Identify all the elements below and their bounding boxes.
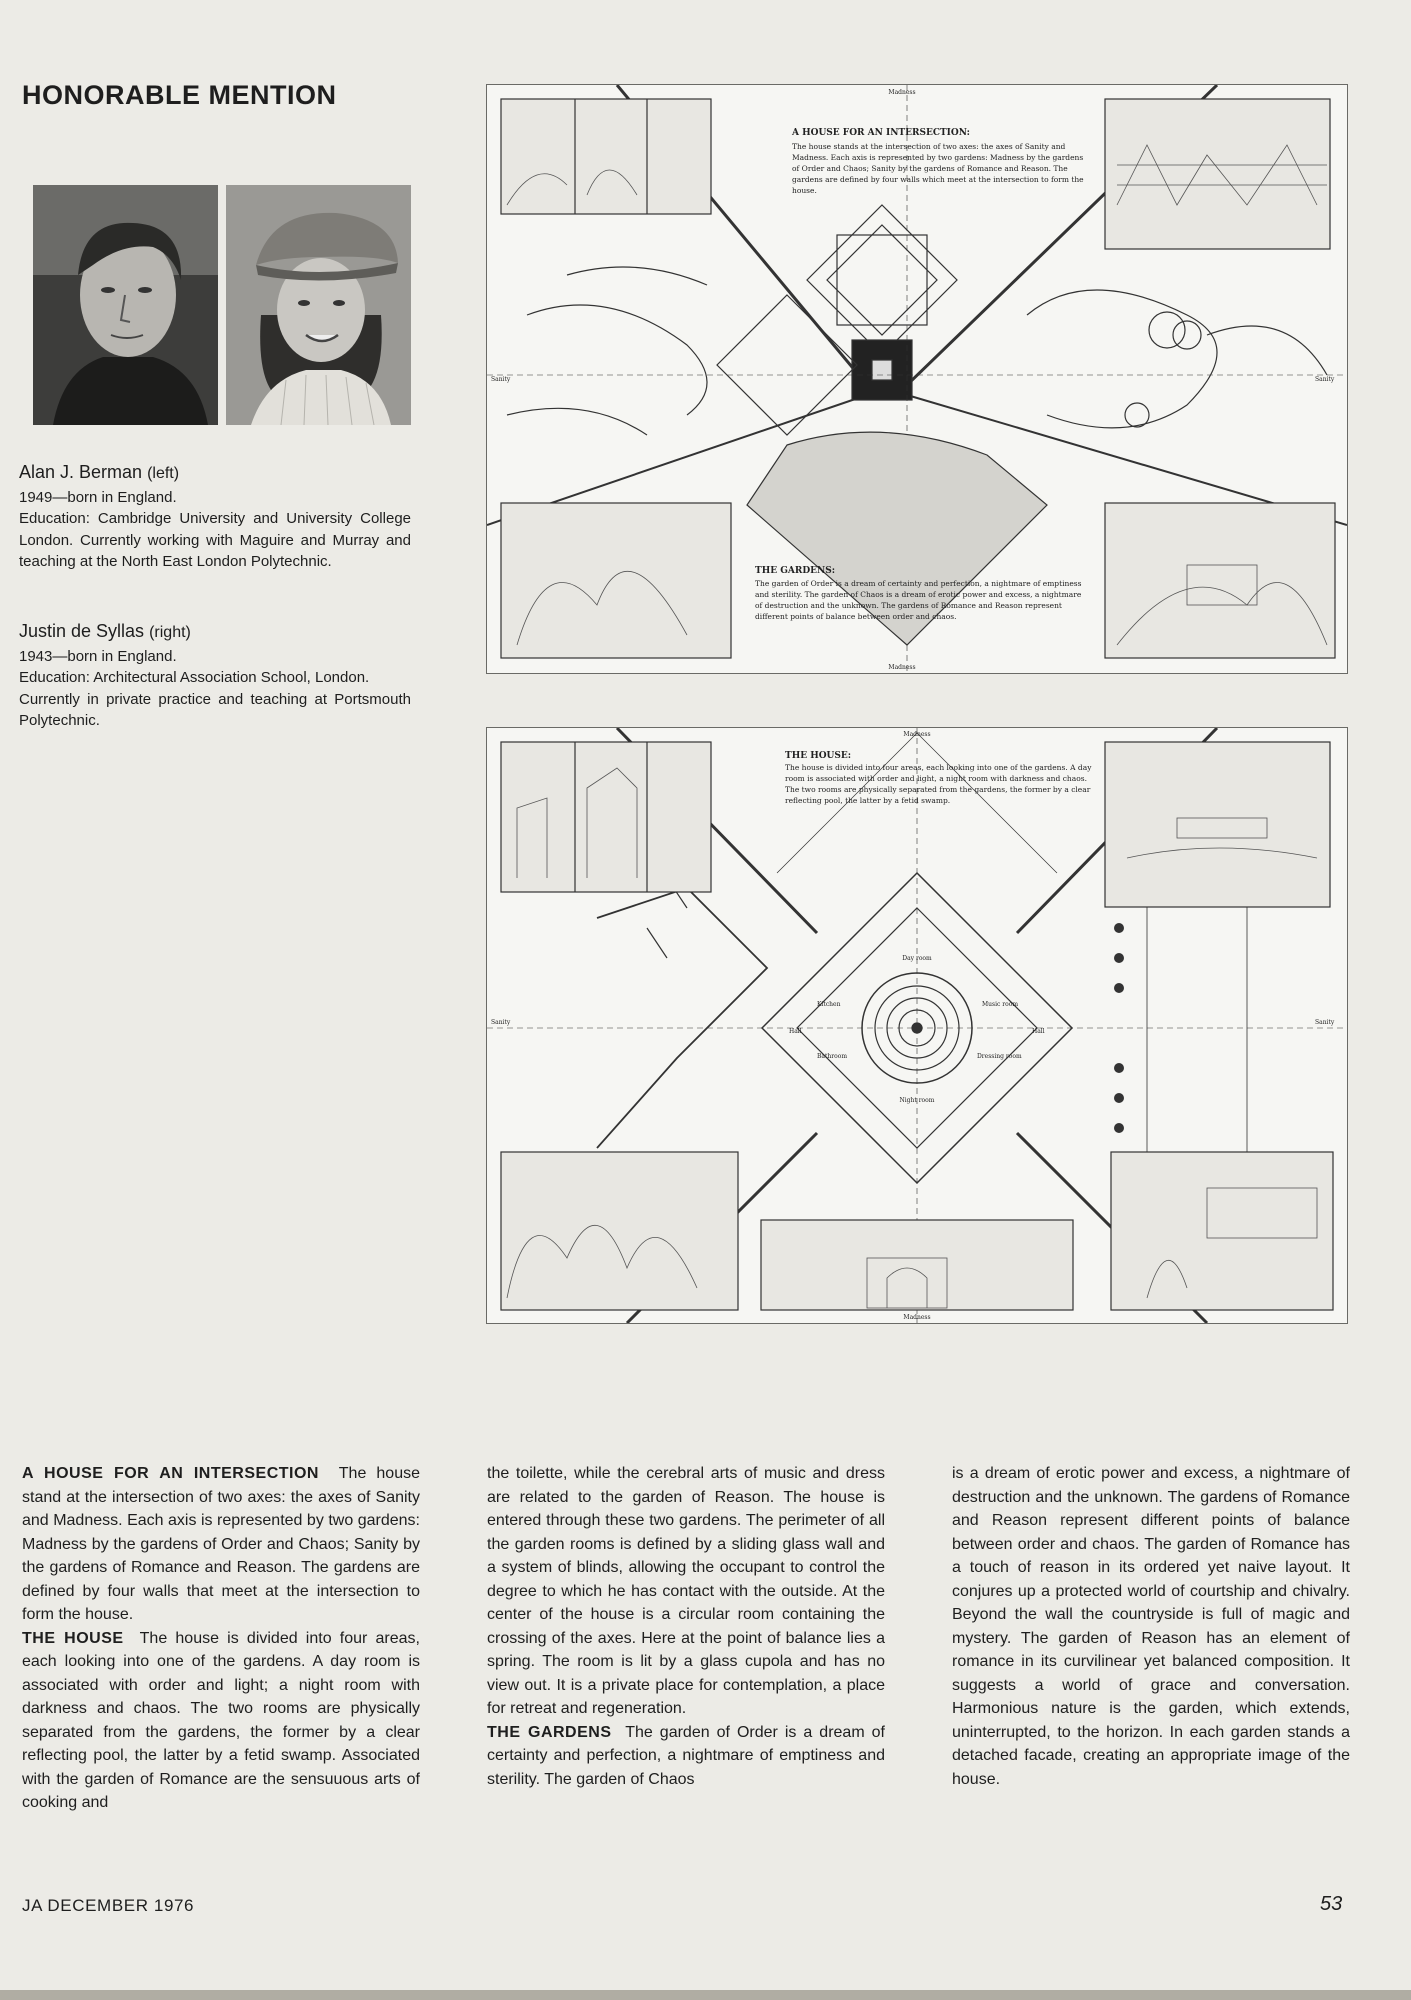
article-column-1 <box>22 1462 420 1815</box>
room-kitchen-label: Kitchen <box>817 1001 841 1008</box>
portrait-desyllas <box>226 185 411 425</box>
plate2-house-text: The house is divided into four areas, each looking into one of the gardens. A day room is associated with order and light, a night room with darkness and chaos. The two rooms are physically separated from the gardens, the former by a clear reflecting pool, the latter by a fetid swamp. <box>785 763 1092 805</box>
room-dress-label: Dressing room <box>977 1053 1022 1060</box>
plate2-label-top: Madness <box>903 731 931 738</box>
bio-name: Alan J. Berman <box>19 462 143 482</box>
section-text: The garden of Order is a dream of certainty and perfection, a nightmare of emptiness and sterility. The garden of Chaos <box>487 1723 886 1788</box>
article-paragraph <box>487 1462 885 1721</box>
portrait-berman <box>33 185 218 425</box>
bio-desyllas <box>19 621 411 732</box>
article-paragraph <box>952 1462 1350 1791</box>
plate2-label-left: Sanity <box>491 1019 511 1026</box>
plate1-intro-title: A HOUSE FOR AN INTERSECTION: <box>792 128 970 138</box>
bio-line: Education: Cambridge University and University College London. Currently working with Maguire and Murray and teaching at the North East London Polytechnic. <box>19 510 411 570</box>
plate1-gardens-title: THE GARDENS: <box>755 566 836 576</box>
bio-role: (right) <box>149 624 191 641</box>
plate2-house-title: THE HOUSE: <box>785 751 852 761</box>
room-hall-right-label: Hall <box>1032 1028 1045 1035</box>
scan-edge <box>0 1990 1411 2000</box>
section-text: The house is divided into four areas, each looking into one of the gardens. A day room is associated with order and light; a night room with darkness and chaos. The two rooms are physically separated from the gardens, the former by a clear reflecting pool, the latter by a fetid swamp. Associated with the garden of Romance are the sensuuous arts of cooking and <box>22 1629 420 1811</box>
plate1-label-bottom: Madness <box>888 664 916 671</box>
article-column-3 <box>952 1462 1350 1791</box>
page-heading: HONORABLE MENTION <box>22 80 337 110</box>
bio-name: Justin de Syllas <box>19 621 145 641</box>
page-number: 53 <box>1320 1893 1343 1915</box>
plate2-label-right: Sanity <box>1315 1019 1335 1026</box>
section-text: is a dream of erotic power and excess, a nightmare of destruction and the unknown. The gardens of Romance and Reason represent different points of balance between order and chaos. The garden of Romance has a touch of reason in its ordered yet naive layout. It conjures up a protected world of courtship and chivalry. Beyond the wall the countryside is full of magic and mystery. The garden of Reason has an element of romance in its curvilinear yet balanced composition. It suggests a world of grace and conversation. Harmonious nature is the garden, which extends, uninterrupted, to the horizon. In each garden stands a detached facade, creating an appropriate image of the house. <box>952 1465 1350 1788</box>
article-paragraph <box>487 1721 885 1792</box>
room-music-label: Music room <box>982 1001 1019 1008</box>
site-plan-svg <box>487 85 1347 673</box>
plate1-gardens <box>755 578 1090 658</box>
plate1-label-left: Sanity <box>491 376 511 383</box>
bio-line: Education: Architectural Association School, London. <box>19 669 370 686</box>
room-bath-label: Bathroom <box>817 1053 848 1060</box>
journal-issue: JA DECEMBER 1976 <box>22 1896 195 1915</box>
house-plan-svg <box>487 728 1347 1323</box>
bio-line: Currently in private practice and teaching at Portsmouth Polytechnic. <box>19 690 411 729</box>
portrait-desyllas-drawing <box>226 185 411 425</box>
article-paragraph <box>22 1627 420 1815</box>
plate1-intro <box>792 141 1092 221</box>
section-text: the toilette, while the cerebral arts of music and dress are related to the garden of Reason. The house is entered through these two gardens. The perimeter of all the garden rooms is defined by a sliding glass wall and a system of blinds, allowing the occupant to control the degree to which he has contact with the outside. At the center of the house is a circular room containing the crossing of the axes. Here at the point of balance lies a spring. The room is lit by a glass cupola and has no view out. It is a private place for contemplation, a place for retreat and regeneration. <box>487 1465 885 1717</box>
room-night-label: Night room <box>899 1097 935 1104</box>
section-text: The house stand at the intersection of two axes: the axes of Sanity and Madness. Each axis is represented by two gardens: Madness by the gardens of Order and Chaos; Sanity by the gardens of Romance and Reason. The gardens are defined by four walls that meet at the intersection to form the house. <box>22 1465 420 1623</box>
plate2-house <box>785 762 1100 862</box>
bio-line: 1943—born in England. <box>19 647 177 665</box>
article-column-2 <box>487 1462 885 1791</box>
bio-role: (left) <box>147 465 180 482</box>
house-plan-drawing <box>486 727 1348 1324</box>
plate1-label-right: Sanity <box>1315 376 1335 383</box>
bio-line: 1949—born in England. <box>19 488 177 506</box>
site-plan-drawing <box>486 84 1348 674</box>
room-hall-left-label: Hall <box>789 1028 802 1035</box>
plate1-gardens-text: The garden of Order is a dream of certainty and perfection, a nightmare of emptiness and sterility. The garden of Chaos is a dream of erotic power and excess, a nightmare of destruction and the unknown. The gardens of Romance and Reason represent different points of balance between order and chaos. <box>755 579 1082 621</box>
plate1-intro-text: The house stands at the intersection of two axes: the axes of Sanity and Madness. Each axis is represented by two gardens: Madness by the gardens of Order and Chaos; Sanity by the gardens of Romance and Reason. The gardens are defined by four walls which meet at the intersection to form the house. <box>792 142 1084 195</box>
section-heading: A HOUSE FOR AN INTERSECTION <box>22 1465 319 1482</box>
room-day-label: Day room <box>902 955 932 962</box>
section-heading: THE GARDENS <box>487 1723 612 1741</box>
plate2-label-bottom: Madness <box>903 1314 931 1321</box>
portrait-berman-drawing <box>33 185 218 425</box>
bio-berman <box>19 462 411 573</box>
article-paragraph <box>22 1462 420 1627</box>
section-heading: THE HOUSE <box>22 1629 124 1647</box>
plate1-label-top: Madness <box>888 89 916 96</box>
